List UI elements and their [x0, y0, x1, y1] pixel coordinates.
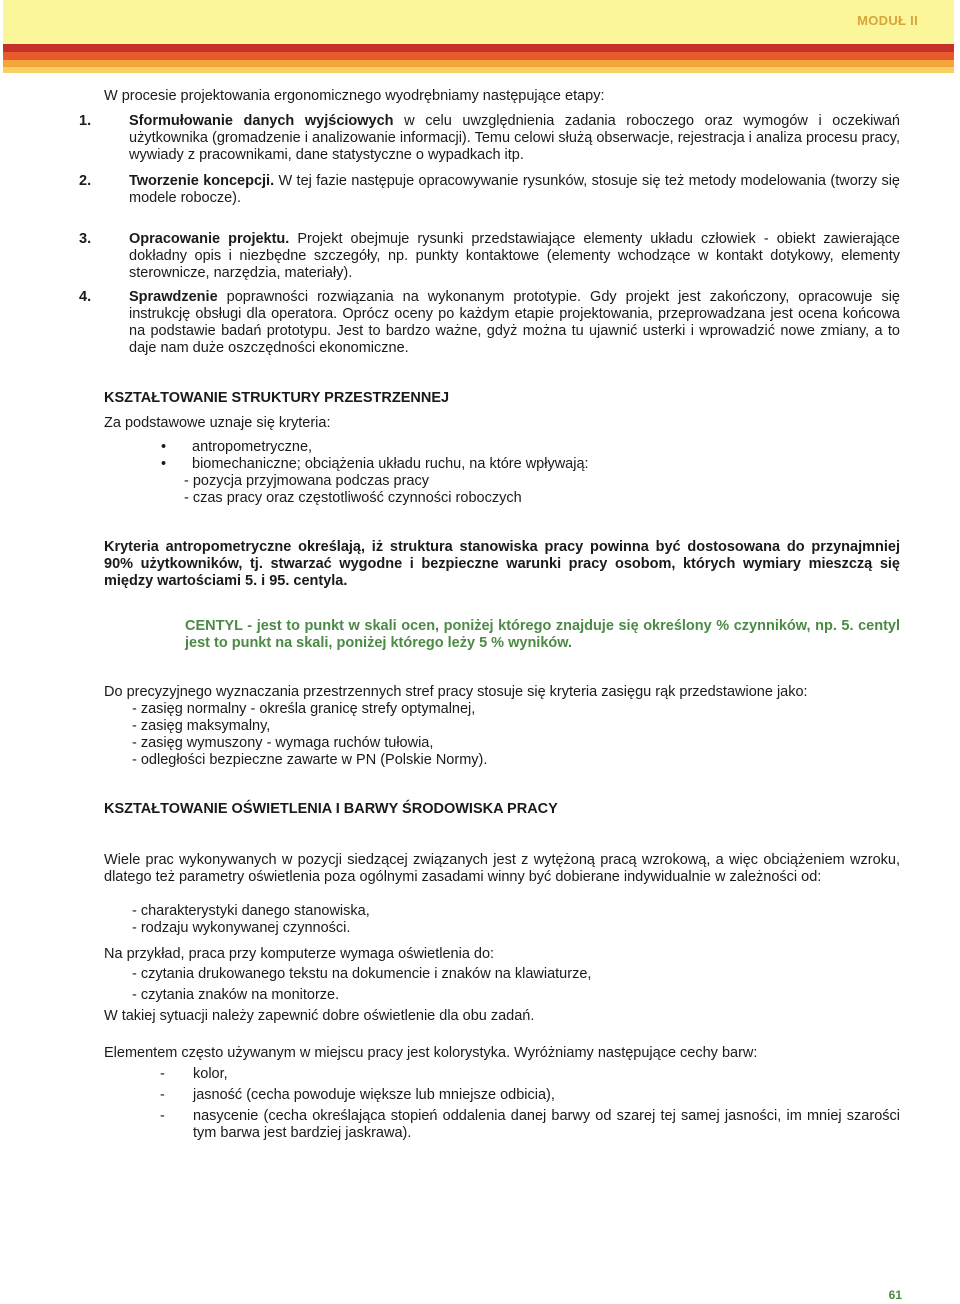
- centyl-definition: CENTYL - jest to punkt w skali ocen, poniżej którego znajduje się określony % czynników, np. 5. centyl jest to punkt na skali, poniżej którego leży 5 % wyników.: [185, 618, 900, 651]
- module-label: MODUŁ II: [857, 13, 918, 28]
- step-2: 2. Tworzenie koncepcji. W tej fazie następuje opracowywanie rysunków, stosuje się też metody modelowania (tworzy się modele robocze).: [79, 173, 900, 206]
- sub-item: - pozycja przyjmowana podczas pracy: [184, 473, 429, 489]
- bullet-item: • antropometryczne,: [161, 439, 313, 455]
- bullet-item: • biomechaniczne; obciążenia układu ruchu, na które wpływają:: [161, 456, 589, 472]
- step-1: 1. Sformułowanie danych wyjściowych w celu uwzględnienia zadania roboczego oraz wymogów i oczekiwań użytkownika (gromadzenie i analizowanie informacji). Temu celowi służą obserwacje, rejestracja i analiza procesu pracy, wywiady z pracownikami, dane statystyczne o wypadkach itp.: [79, 113, 900, 163]
- reach-item: - odległości bezpieczne zawarte w PN (Polskie Normy).: [132, 752, 488, 768]
- stripe-yellow: [3, 67, 954, 73]
- reach-item: - zasięg wymuszony - wymaga ruchów tułowia,: [132, 735, 434, 751]
- lighting-conclusion: W takiej sytuacji należy zapewnić dobre oświetlenie dla obu zadań.: [104, 1008, 535, 1024]
- lighting-paragraph: Wiele prac wykonywanych w pozycji siedzącej związanych jest z wytężoną pracą wzrokową, a więc obciążeniem wzroku, dlatego też parametry oświetlenia poza ogólnymi zasadami winny być dobierane indywidualnie w zależności od:: [104, 852, 900, 885]
- color-feature: - nasycenie (cecha określająca stopień oddalenia danej barwy od szarej tej samej jasności, im mniej szarości tym barwa jest bardziej jaskrawa).: [160, 1108, 900, 1141]
- header-bar: [3, 0, 954, 44]
- criteria-lead: Za podstawowe uznaje się kryteria:: [104, 415, 331, 431]
- task-item: - czytania znaków na monitorze.: [132, 987, 340, 1003]
- section-heading-structure: KSZTAŁTOWANIE STRUKTURY PRZESTRZENNEJ: [104, 390, 450, 406]
- intro-paragraph: W procesie projektowania ergonomicznego wyodrębniamy następujące etapy:: [104, 88, 605, 104]
- reach-lead: Do precyzyjnego wyznaczania przestrzennych stref pracy stosuje się kryteria zasięgu rąk przedstawione jako:: [104, 684, 808, 700]
- step-3: 3. Opracowanie projektu. Projekt obejmuje rysunki przedstawiające elementy układu człowiek - obiekt zawierające dokładny opis i niezbędne szczegóły, np. punkty kontaktowe (elementy wchodzące w kontakt dotykowy, elementy sterownicze, narzędzia, materiały).: [79, 231, 900, 281]
- task-item: - czytania drukowanego tekstu na dokumencie i znaków na klawiaturze,: [132, 966, 592, 982]
- example-lead: Na przykład, praca przy komputerze wymaga oświetlenia do:: [104, 946, 495, 962]
- bullet-icon: •: [161, 456, 167, 472]
- bullet-icon: •: [161, 439, 167, 455]
- color-lead: Elementem często używanym w miejscu pracy jest kolorystyka. Wyróżniamy następujące cechy barw:: [104, 1045, 758, 1061]
- page-content: [79, 88, 900, 1142]
- stripe-red: [3, 44, 954, 52]
- stripe-orange: [3, 52, 954, 60]
- reach-item: - zasięg maksymalny,: [132, 718, 271, 734]
- reach-item: - zasięg normalny - określa granicę strefy optymalnej,: [132, 701, 476, 717]
- step-4: 4. Sprawdzenie poprawności rozwiązania na wykonanym prototypie. Gdy projekt jest zakończony, opracowuje się instrukcję obsługi dla operatora. Oprócz oceny po każdym etapie projektowania, przeprowadzana jest ocena końcowa na podstawie badań prototypu. Jest to bardzo ważne, gdyż można tu ujawnić usterki i wprowadzić nowe zmiany, a to daje nam duże oszczędności ekonomiczne.: [79, 289, 900, 356]
- sub-item: - czas pracy oraz częstotliwość czynności roboczych: [184, 490, 522, 506]
- color-feature: - kolor,: [160, 1066, 228, 1082]
- stripe-amber: [3, 60, 954, 67]
- page-number: 61: [888, 1288, 902, 1302]
- section-heading-lighting: KSZTAŁTOWANIE OŚWIETLENIA I BARWY ŚRODOWISKA PRACY: [104, 801, 558, 817]
- factor-item: - charakterystyki danego stanowiska,: [132, 903, 370, 919]
- anthropometric-criteria-paragraph: Kryteria antropometryczne określają, iż struktura stanowiska pracy powinna być dostosowana do przynajmniej 90% użytkowników, tj. stwarzać wygodne i bezpieczne warunki pracy osobom, których wymiary mieszczą się między wartościami 5. i 95. centyla.: [104, 539, 900, 589]
- color-feature: - jasność (cecha powoduje większe lub mniejsze odbicia),: [160, 1087, 555, 1103]
- factor-item: - rodzaju wykonywanej czynności.: [132, 920, 351, 936]
